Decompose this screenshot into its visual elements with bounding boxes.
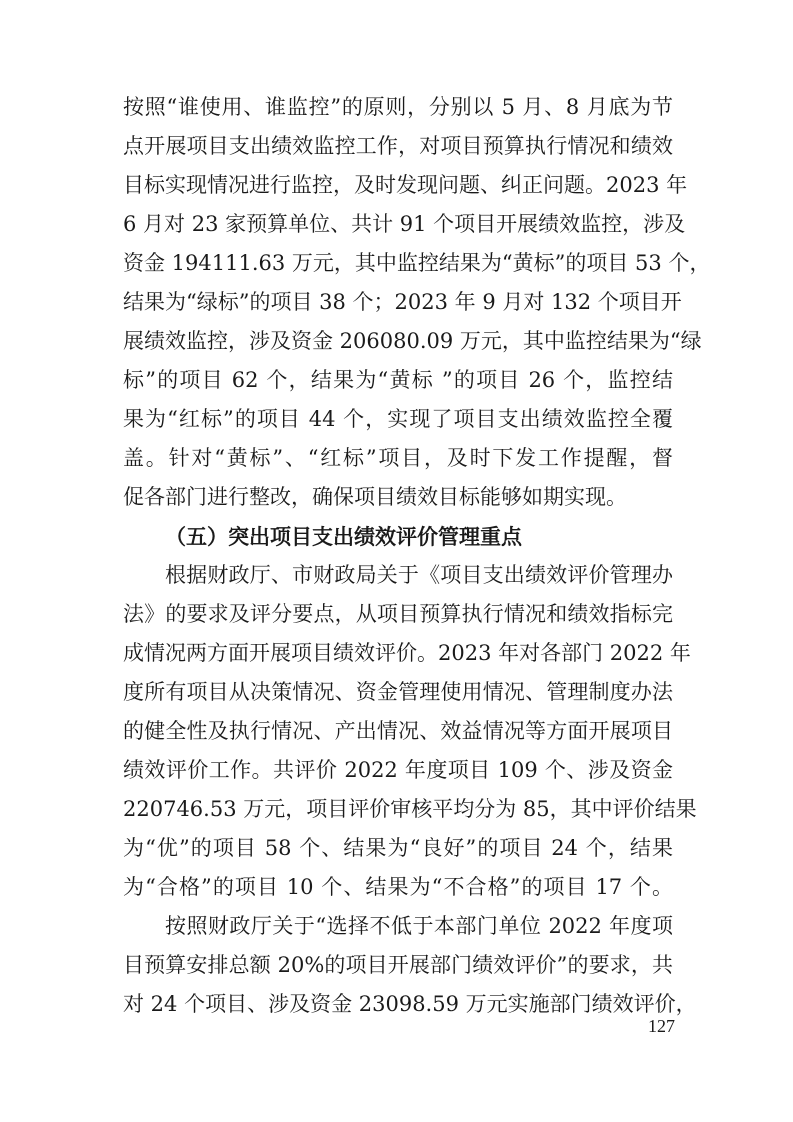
text-line: 绩效评价工作。共评价 2022 年度项目 109 个、涉及资金 [123,758,673,782]
text-line: 目标实现情况进行监控，及时发现问题、纠正问题。2023 年 [123,173,688,197]
text-line: 根据财政厅、市财政局关于《项目支出绩效评价管理办 [165,563,673,587]
text-line: 盖。针对“黄标”、“红标”项目，及时下发工作提醒，督 [123,446,673,470]
text-line: 按照“谁使用、谁监控”的原则，分别以 5 月、8 月底为节 [123,95,673,119]
text-line: 为“合格”的项目 10 个、结果为“不合格”的项目 17 个。 [123,875,673,899]
text-line: 法》的要求及评分要点，从项目预算执行情况和绩效指标完 [123,602,673,626]
text-line: 的健全性及执行情况、产出情况、效益情况等方面开展项目 [123,719,673,743]
text-line: 点开展项目支出绩效监控工作，对项目预算执行情况和绩效 [123,134,673,158]
document-body [123,88,711,1024]
text-line: 资金 194111.63 万元，其中监控结果为“黄标”的项目 53 个， [123,251,711,275]
text-line: 220746.53 万元，项目评价审核平均分为 85，其中评价结果 [123,797,697,821]
page-number: 127 [648,1016,675,1036]
paragraph-evaluation [123,556,697,907]
paragraph-department-evaluation [123,907,697,1024]
text-line: 对 24 个项目、涉及资金 23098.59 万元实施部门绩效评价， [123,992,697,1016]
text-line: 促各部门进行整改，确保项目绩效目标能够如期实现。 [123,485,627,509]
text-line: 果为“红标”的项目 44 个，实现了项目支出绩效监控全覆 [123,407,673,431]
section-heading: （五）突出项目支出绩效评价管理重点 [165,524,522,549]
text-line: 展绩效监控，涉及资金 206080.09 万元，其中监控结果为“绿 [123,329,702,353]
paragraph-monitoring [123,88,711,517]
text-line: 结果为“绿标”的项目 38 个；2023 年 9 月对 132 个项目开 [123,290,682,314]
text-line: 度所有项目从决策情况、资金管理使用情况、管理制度办法 [123,680,673,704]
text-line: 成情况两方面开展项目绩效评价。2023 年对各部门 2022 年 [123,641,691,665]
text-line: 为“优”的项目 58 个、结果为“良好”的项目 24 个，结果 [123,836,673,860]
text-line: 6 月对 23 家预算单位、共计 91 个项目开展绩效监控，涉及 [123,212,686,236]
text-line: 按照财政厅关于“选择不低于本部门单位 2022 年度项 [165,914,673,938]
text-line: 标”的项目 62 个，结果为“黄标 ”的项目 26 个，监控结 [123,368,673,392]
text-line: 目预算安排总额 20%的项目开展部门绩效评价”的要求，共 [123,953,673,977]
